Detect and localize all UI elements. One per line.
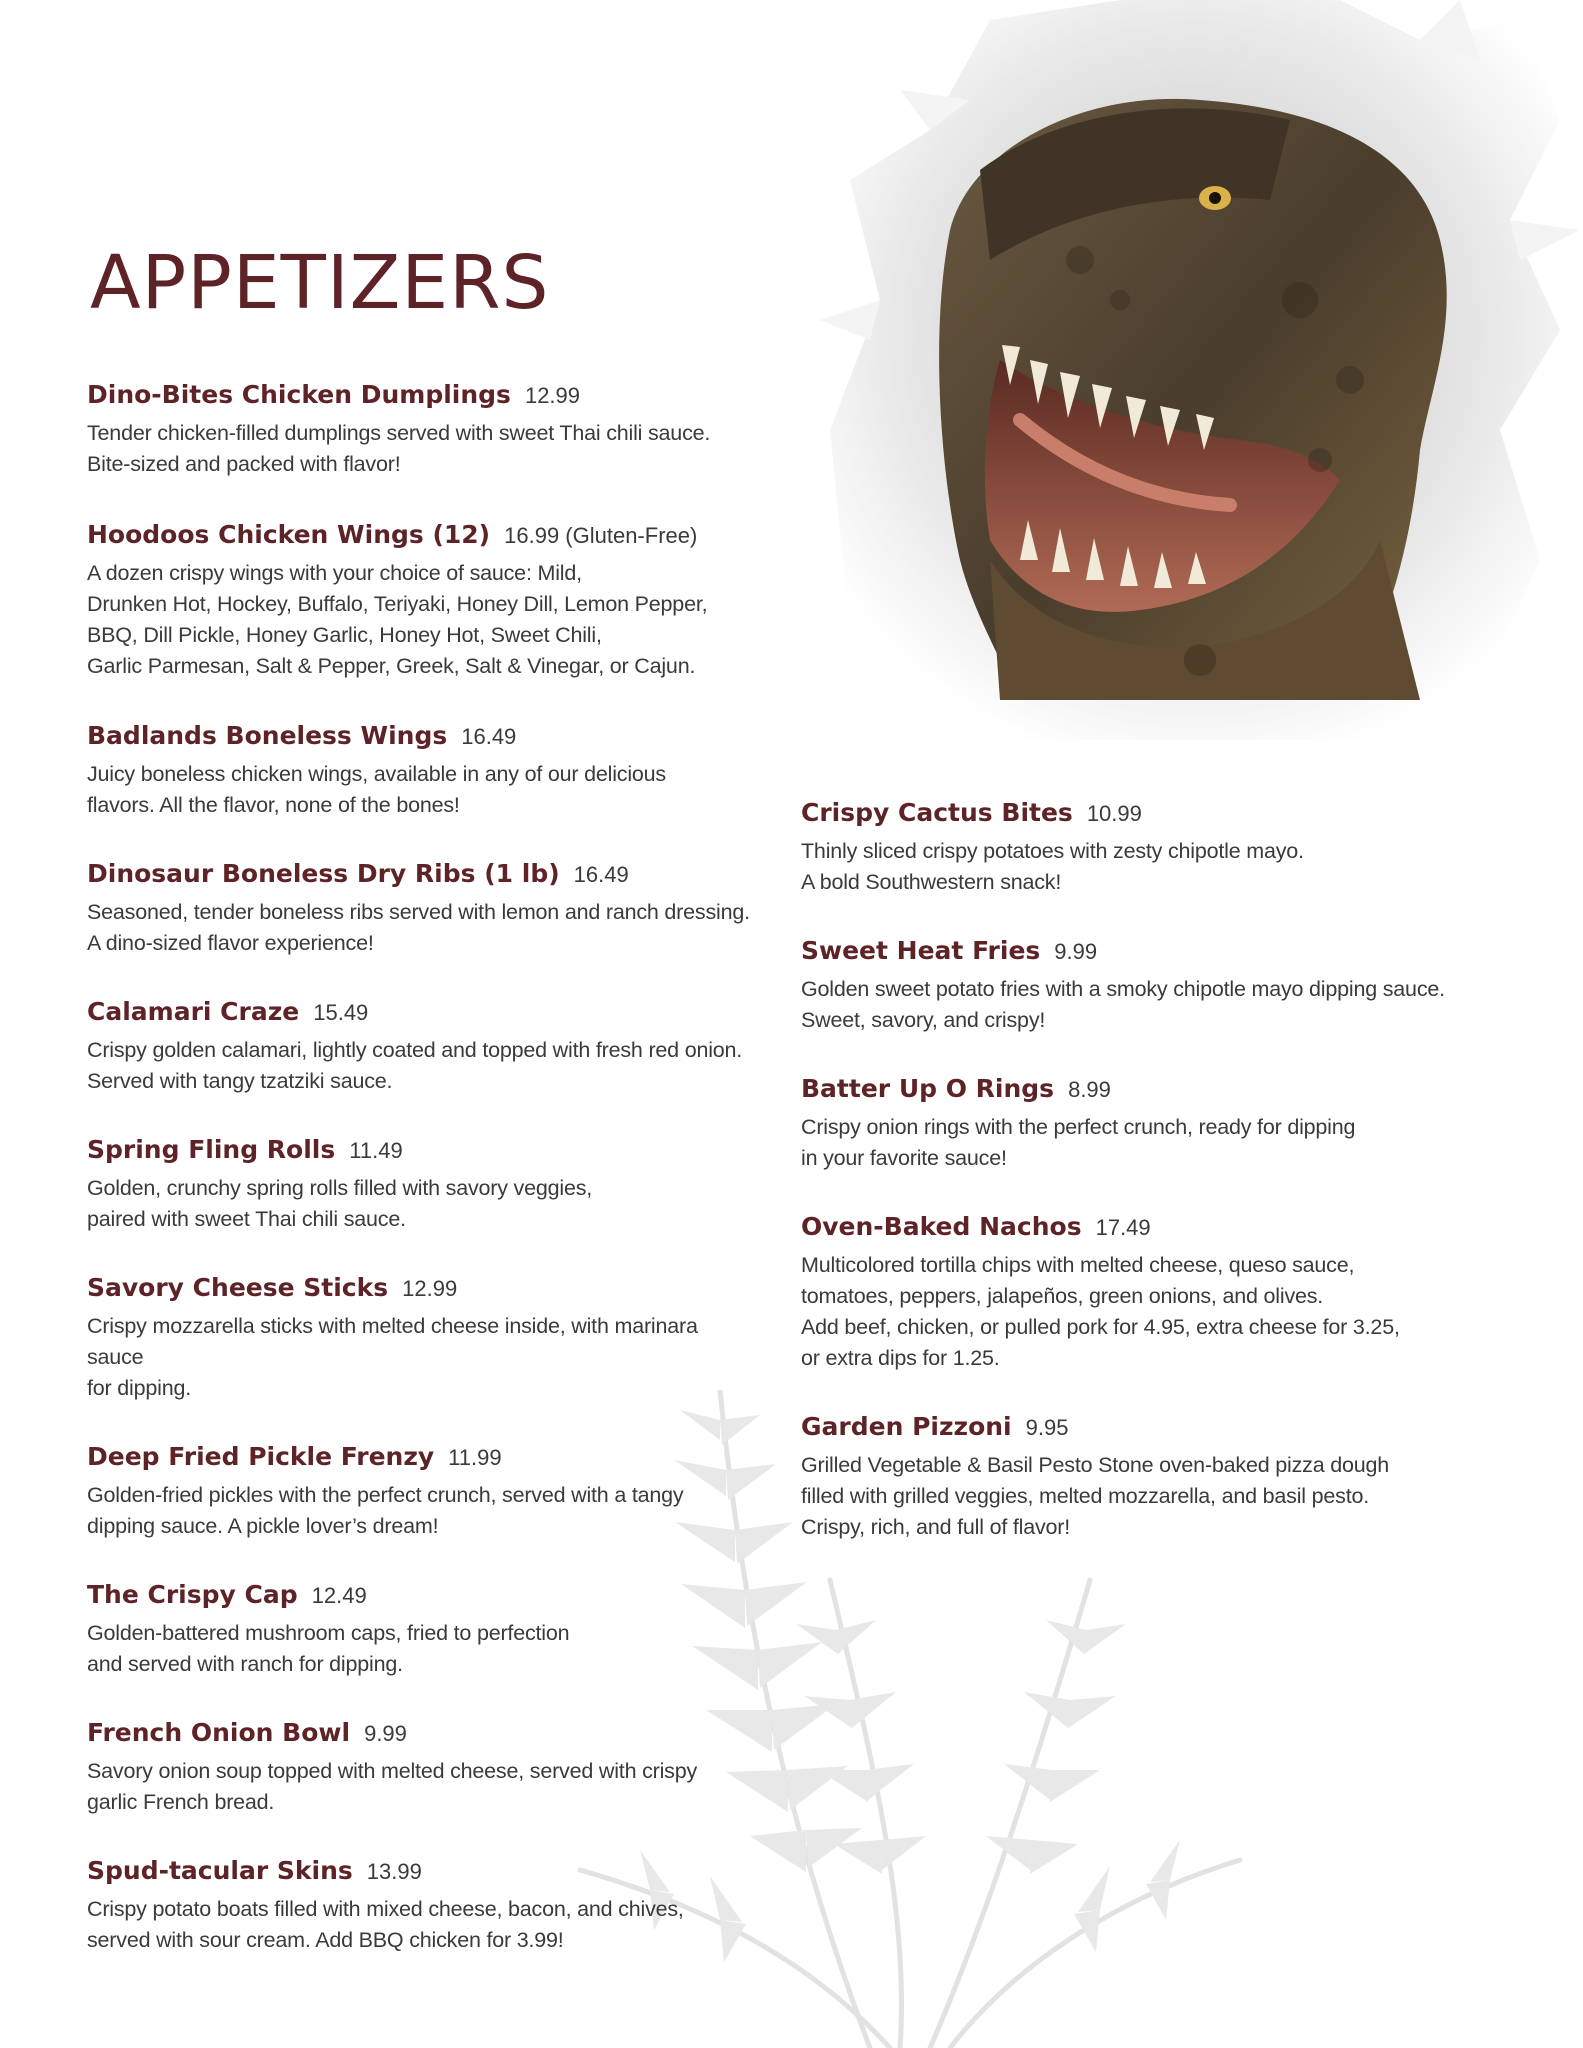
item-description: Golden-battered mushroom caps, fried to perfection and served with ranch for dipping. [87,1621,570,1676]
item-price: 13.99 [366,1859,422,1884]
menu-item [87,997,787,1097]
item-name: Hoodoos Chicken Wings (12) [87,520,491,549]
item-description: Multicolored tortilla chips with melted cheese, queso sauce, tomatoes, peppers, jalapeños, green onions, and olives. Add beef, chicken, or pulled pork for 4.95, extra cheese for 3.25, or extra dips for 1.25. [801,1253,1400,1370]
menu-item [801,1212,1501,1374]
item-description: Seasoned, tender boneless ribs served with lemon and ranch dressing. A dino-sized flavor experience! [87,900,750,955]
item-description: Golden sweet potato fries with a smoky chipotle mayo dipping sauce. Sweet, savory, and crispy! [801,977,1445,1032]
item-name: Savory Cheese Sticks [87,1273,389,1302]
item-name: Spring Fling Rolls [87,1135,336,1164]
item-name: Dinosaur Boneless Dry Ribs (1 lb) [87,859,560,888]
item-price: 11.99 [448,1445,502,1470]
item-description: Thinly sliced crispy potatoes with zesty chipotle mayo. A bold Southwestern snack! [801,839,1304,894]
menu-column-right [801,798,1501,1543]
item-price: 9.99 [364,1721,407,1746]
item-description: Juicy boneless chicken wings, available in any of our delicious flavors. All the flavor, none of the bones! [87,762,666,817]
page-title: APPETIZERS [90,240,550,326]
menu-item [87,1856,787,1956]
item-name: Oven-Baked Nachos [801,1212,1082,1241]
item-price: 10.99 [1086,801,1142,826]
item-name: French Onion Bowl [87,1718,351,1747]
menu-item [87,380,787,480]
item-description: Crispy potato boats filled with mixed cheese, bacon, and chives, served with sour cream. Add BBQ chicken for 3.99! [87,1897,684,1952]
item-description: A dozen crispy wings with your choice of sauce: Mild, Drunken Hot, Hockey, Buffalo, Teriyaki, Honey Dill, Lemon Pepper, BBQ, Dill Pickle, Honey Garlic, Honey Hot, Sweet Chili, Garlic Parmesan, Salt & Pepper, Greek, Salt & Vinegar, or Cajun. [87,561,708,678]
menu-item [87,1718,787,1818]
item-description: Grilled Vegetable & Basil Pesto Stone oven-baked pizza dough filled with grilled veggies, melted mozzarella, and basil pesto. Crispy, rich, and full of flavor! [801,1453,1390,1539]
menu-column-left [87,380,787,1956]
menu-item [801,936,1501,1036]
item-price: 12.99 [402,1276,458,1301]
item-price: 17.49 [1095,1215,1151,1240]
item-price: 16.49 [573,862,629,887]
item-price: 11.49 [349,1138,403,1163]
item-name: Batter Up O Rings [801,1074,1055,1103]
item-name: Deep Fried Pickle Frenzy [87,1442,435,1471]
menu-item [801,1074,1501,1174]
item-description: Savory onion soup topped with melted cheese, served with crispy garlic French bread. [87,1759,698,1814]
item-price: 9.95 [1025,1415,1069,1440]
menu-item [87,1135,787,1235]
item-price: 9.99 [1054,939,1098,964]
item-name: The Crispy Cap [87,1580,298,1609]
item-price: 16.49 [461,724,517,749]
item-price: 15.49 [313,1000,369,1025]
menu-item [87,1442,787,1542]
item-price: 12.99 [524,383,581,408]
item-name: Dino-Bites Chicken Dumplings [87,380,511,409]
menu-item [87,1580,787,1680]
item-price: 12.49 [311,1583,367,1608]
item-price: 16.99 (Gluten-Free) [504,523,698,548]
item-description: Tender chicken-filled dumplings served with sweet Thai chili sauce. Bite-sized and packed with flavor! [87,421,711,476]
item-price: 8.99 [1068,1077,1111,1102]
menu-item [801,798,1501,898]
item-name: Garden Pizzoni [801,1412,1012,1441]
item-name: Spud-tacular Skins [87,1856,353,1885]
dinosaur-icon [820,0,1583,745]
item-description: Golden-fried pickles with the perfect crunch, served with a tangy dipping sauce. A pickle lover’s dream! [87,1483,684,1538]
item-description: Golden, crunchy spring rolls filled with savory veggies, paired with sweet Thai chili sauce. [87,1176,593,1231]
item-description: Crispy golden calamari, lightly coated and topped with fresh red onion. Served with tangy tzatziki sauce. [87,1038,743,1093]
item-name: Crispy Cactus Bites [801,798,1073,827]
menu-item [87,520,787,682]
menu-item [801,1412,1501,1543]
item-name: Sweet Heat Fries [801,936,1041,965]
item-name: Badlands Boneless Wings [87,721,448,750]
menu-item [87,859,787,959]
menu-item [87,1273,787,1404]
menu-item [87,721,787,821]
item-description: Crispy mozzarella sticks with melted cheese inside, with marinara sauce for dipping. [87,1314,698,1400]
item-name: Calamari Craze [87,997,300,1026]
item-description: Crispy onion rings with the perfect crunch, ready for dipping in your favorite sauce! [801,1115,1356,1170]
